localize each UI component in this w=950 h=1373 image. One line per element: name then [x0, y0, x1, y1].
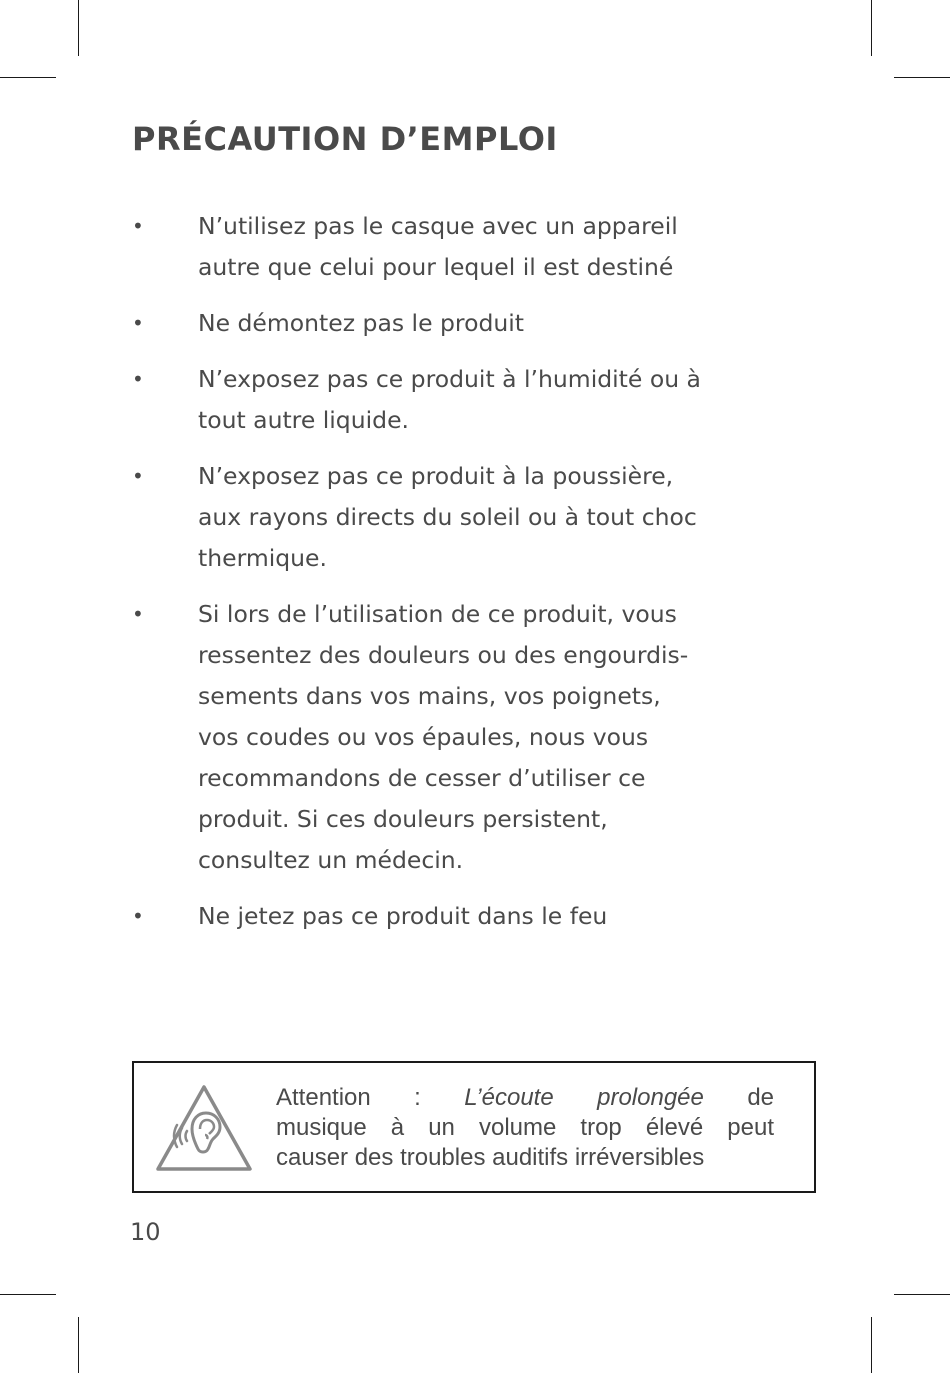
- page-number: 10: [130, 1218, 161, 1246]
- precaution-list: [132, 206, 772, 952]
- item-text-line: vos coudes ou vos épaules, nous vous: [198, 723, 649, 751]
- list-item: [132, 206, 772, 288]
- crop-mark-bottom-right-vertical: [871, 1317, 872, 1373]
- hearing-warning-box: [132, 1061, 816, 1193]
- item-text-line: N’utilisez pas le casque avec un appareil: [198, 212, 678, 240]
- item-text-line: sements dans vos mains, vos poignets,: [198, 682, 661, 710]
- item-text-line: autre que celui pour lequel il est destiné: [198, 253, 674, 281]
- warning-emphasis: L’écoute prolongée: [464, 1084, 704, 1111]
- bullet: •: [132, 214, 144, 238]
- item-text-line: thermique.: [198, 544, 327, 572]
- warning-line-3: causer des troubles auditifs irréversibles: [276, 1144, 705, 1171]
- crop-mark-top-left-vertical: [78, 0, 79, 56]
- item-text-line: aux rayons directs du soleil ou à tout choc: [198, 503, 697, 531]
- page-title: PRÉCAUTION D’EMPLOI: [132, 120, 558, 158]
- item-text-line: Ne démontez pas le produit: [198, 309, 525, 337]
- crop-mark-bottom-right-horizontal: [894, 1294, 950, 1295]
- crop-mark-bottom-left-horizontal: [0, 1294, 56, 1295]
- item-text-line: tout autre liquide.: [198, 406, 409, 434]
- crop-mark-top-left-horizontal: [0, 77, 56, 78]
- warning-text: [276, 1083, 774, 1173]
- bullet: •: [132, 904, 144, 928]
- item-text-line: Ne jetez pas ce produit dans le feu: [198, 902, 608, 930]
- warning-line-1: [276, 1083, 774, 1113]
- item-text-line: ressentez des douleurs ou des engourdis-: [198, 641, 689, 669]
- crop-mark-bottom-left-vertical: [78, 1317, 79, 1373]
- item-text-line: recommandons de cesser d’utiliser ce: [198, 764, 646, 792]
- warning-line-2: musique à un volume trop élevé peut: [276, 1114, 774, 1141]
- item-text-line: N’exposez pas ce produit à l’humidité ou à: [198, 365, 701, 393]
- list-item: [132, 594, 772, 881]
- item-text-line: Si lors de l’utilisation de ce produit, vous: [198, 600, 677, 628]
- warning-label: Attention :: [276, 1084, 421, 1111]
- crop-mark-top-right-horizontal: [894, 77, 950, 78]
- item-text-line: produit. Si ces douleurs persistent,: [198, 805, 608, 833]
- bullet: •: [132, 311, 144, 335]
- bullet: •: [132, 464, 144, 488]
- list-item: [132, 359, 772, 441]
- crop-mark-top-right-vertical: [871, 0, 872, 56]
- item-text-line: consultez un médecin.: [198, 846, 464, 874]
- list-item: [132, 303, 772, 344]
- ear-warning-triangle-icon: [154, 1083, 254, 1173]
- item-text-line: N’exposez pas ce produit à la poussière,: [198, 462, 674, 490]
- bullet: •: [132, 367, 144, 391]
- list-item: [132, 456, 772, 579]
- warning-line-1-rest: de: [747, 1084, 775, 1111]
- bullet: •: [132, 602, 144, 626]
- list-item: [132, 896, 772, 937]
